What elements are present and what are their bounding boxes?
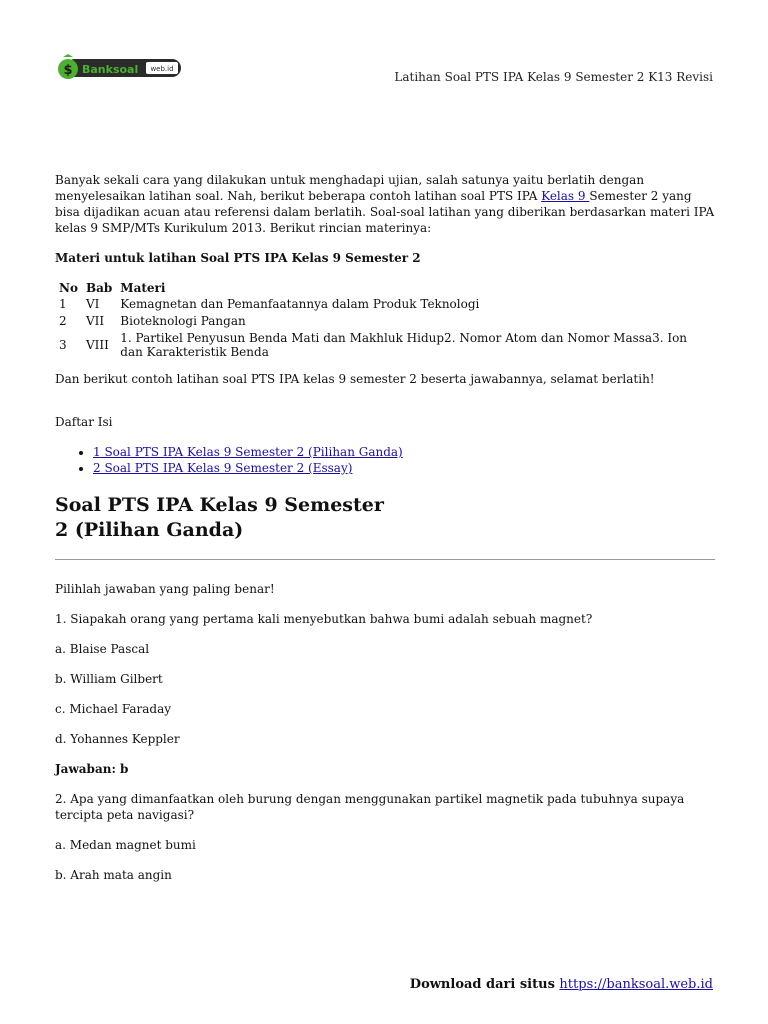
cell-materi: 1. Partikel Penyusun Benda Mati dan Makhluk Hidup2. Nomor Atom dan Nomor Massa3. Ion dan Karakteristik Benda [120, 331, 688, 359]
table-row [55, 330, 714, 361]
logo-text: Banksoal [82, 63, 139, 76]
col-header-materi: Materi [120, 281, 166, 295]
footer-label: Download dari situs [409, 977, 560, 992]
option-b: b. William Gilbert [55, 672, 163, 686]
option-c: c. Michael Faraday [55, 702, 172, 716]
cell-materi: Bioteknologi Pangan [120, 314, 246, 328]
toc-item [93, 444, 715, 460]
instruction: Pilihlah jawaban yang paling benar! [55, 582, 275, 596]
banksoal-logo[interactable] [56, 53, 182, 81]
kelas-9-link[interactable]: Kelas 9 [541, 189, 590, 203]
question-2: 2. Apa yang dimanfaatkan oleh burung dengan menggunakan partikel magnetik pada tubuhnya supaya tercipta peta navigasi? [55, 792, 685, 822]
article-body [55, 172, 715, 897]
toc-item [93, 460, 715, 476]
cell-bab: VI [85, 297, 100, 311]
logo-tag: web.id [150, 65, 174, 73]
toc-link-essay[interactable]: 2 Soal PTS IPA Kelas 9 Semester 2 (Essay) [93, 461, 353, 475]
table-of-contents [55, 444, 715, 476]
option-a: a. Medan magnet bumi [55, 838, 196, 852]
cell-no: 1 [59, 297, 67, 311]
table-row [55, 296, 714, 313]
header-title: Latihan Soal PTS IPA Kelas 9 Semester 2 K13 Revisi [394, 70, 713, 84]
materi-heading: Materi untuk latihan Soal PTS IPA Kelas 9 Semester 2 [55, 251, 421, 265]
option-d: d. Yohannes Keppler [55, 732, 180, 746]
logo-icon [56, 53, 182, 81]
option-b: b. Arah mata angin [55, 868, 172, 882]
answer-1: Jawaban: b [55, 762, 129, 776]
toc-link-pilihan-ganda[interactable]: 1 Soal PTS IPA Kelas 9 Semester 2 (Pilihan Ganda) [93, 445, 403, 459]
col-header-no: No [59, 281, 78, 295]
toc-title: Daftar Isi [55, 415, 113, 429]
col-header-bab: Bab [85, 281, 113, 295]
option-a: a. Blaise Pascal [55, 642, 150, 656]
cell-no: 3 [59, 338, 67, 352]
section-title: Soal PTS IPA Kelas 9 Semester 2 (Pilihan Ganda) [55, 494, 384, 541]
closing-text: Dan berikut contoh latihan soal PTS IPA kelas 9 semester 2 beserta jawabannya, selamat berlatih! [55, 372, 655, 386]
question-1: 1. Siapakah orang yang pertama kali menyebutkan bahwa bumi adalah sebuah magnet? [55, 612, 593, 626]
intro-paragraph [55, 172, 715, 236]
cell-no: 2 [59, 314, 67, 328]
materi-table [55, 280, 714, 361]
cell-materi: Kemagnetan dan Pemanfaatannya dalam Produk Teknologi [120, 297, 480, 311]
section-divider [55, 559, 715, 560]
svg-text:$: $ [63, 63, 73, 78]
intro-text-1: Banyak sekali cara yang dilakukan untuk menghadapi ujian, salah satunya yaitu berlatih dengan menyelesaikan latihan soal. Nah, berikut beberapa contoh latihan soal PTS IPA [55, 173, 645, 203]
footer-link[interactable]: https://banksoal.web.id [559, 977, 713, 992]
footer [410, 977, 713, 992]
table-header-row [55, 280, 714, 296]
cell-bab: VII [85, 314, 105, 328]
cell-bab: VIII [85, 338, 109, 352]
intro-text-2: Semester 2 yang bisa dijadikan acuan atau referensi dalam berlatih. Soal-soal latihan yang diberikan berdasarkan materi IPA kelas 9 SMP/MTs Kurikulum 2013. Berikut rincian materinya: [55, 189, 715, 235]
table-row [55, 313, 714, 330]
